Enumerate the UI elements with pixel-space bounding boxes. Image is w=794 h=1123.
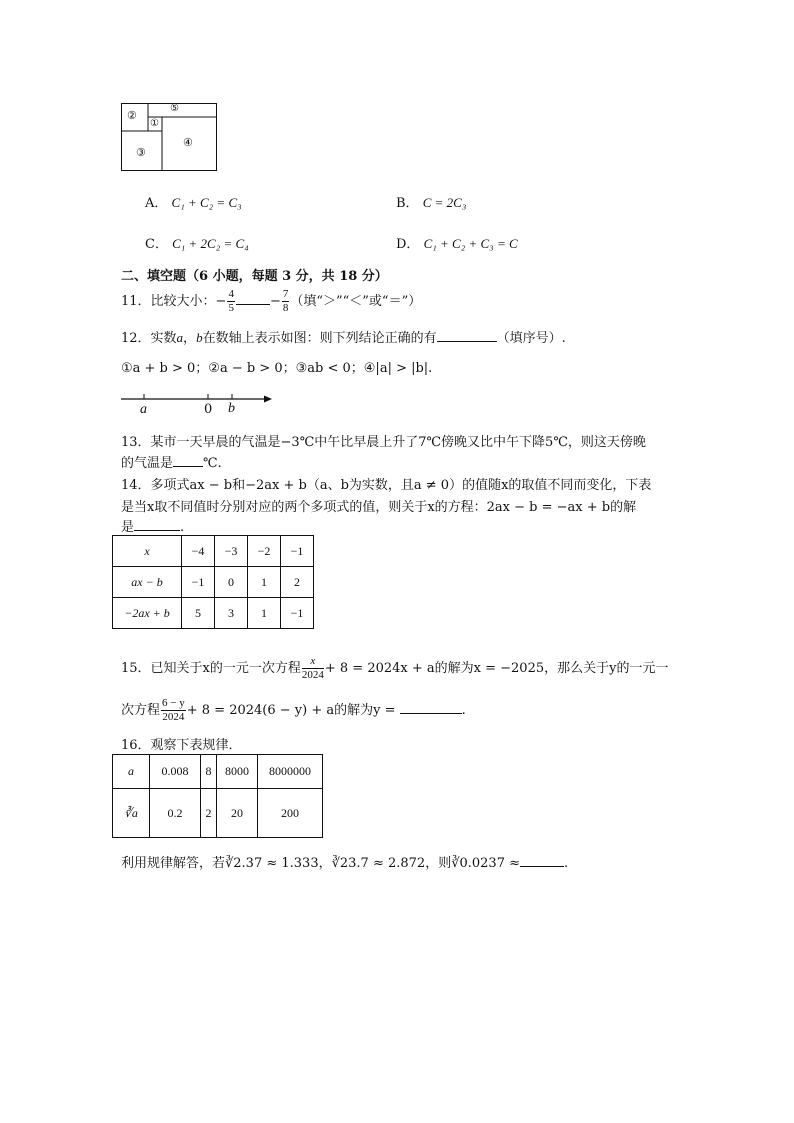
q13-line2 xyxy=(121,452,222,471)
option-d xyxy=(396,233,518,252)
table-cell: 3 xyxy=(215,598,248,629)
option-c-expr: C₁ + 2C₂ = C₄ xyxy=(172,236,249,251)
q13-line1: 13．某市一天早晨的气温是−3℃中午比早晨上升了7℃傍晚又比中午下降5℃，则这天傍晚 xyxy=(121,435,646,450)
q12-var-a: a xyxy=(176,330,184,345)
q14-text-b: . xyxy=(180,520,185,535)
q16-title: 16．观察下表规律． xyxy=(121,738,242,753)
question-12 xyxy=(121,327,566,346)
figure-label-3: ③ xyxy=(136,146,146,159)
q14-line2: 是当x取不同值时分别对应的两个多项式的值，则关于x的方程：2ax − b = −ax + b的解 xyxy=(121,500,637,515)
figure-label-2: ② xyxy=(127,109,137,122)
table-cell: a xyxy=(113,755,150,789)
option-c-letter: C． xyxy=(145,237,168,252)
q12-options: ①a + b > 0；②a − b > 0；③ab < 0；④|a| > |b|. xyxy=(121,361,433,376)
table-cell: 8000000 xyxy=(258,755,323,789)
section-title: 二、填空题（6 小题，每题 3 分，共 18 分） xyxy=(121,269,388,284)
q15-text-e: . xyxy=(461,703,466,718)
q12-text-b: 在数轴上表示如图：则下列结论正确的有 xyxy=(202,331,437,346)
q15-text-a: 15．已知关于x的一元一次方程 xyxy=(121,661,301,676)
q13-text-a: 的气温是 xyxy=(121,456,174,471)
table-cell: 8000 xyxy=(217,755,258,789)
table-row xyxy=(113,536,314,567)
table-cell: ax − b xyxy=(113,567,182,598)
option-d-expr: C₁ + C₂ + C₃ = C xyxy=(423,236,518,251)
option-a-letter: A． xyxy=(145,196,168,211)
table-cell: −1 xyxy=(182,567,215,598)
q15-fraction-2: $\frac{6 - y}{2024}$ xyxy=(162,697,185,723)
q15-text-b: + 8 = 2024x + a的解为x = −2025，那么关于y的一元一 xyxy=(324,661,669,676)
table-cell: 0.008 xyxy=(150,755,201,789)
q14-line1: 14．多项式ax − b和−2ax + b（a、b为实数，且a ≠ 0）的值随x的取值不同而变化，下表 xyxy=(121,478,652,493)
q12-text-c: （填序号）. xyxy=(496,331,566,346)
table-cell: −1 xyxy=(281,598,314,629)
q12-var-b: b xyxy=(196,330,203,345)
q13-answer-blank[interactable] xyxy=(173,466,203,467)
table-row xyxy=(113,755,323,789)
q11-fraction-2: $\frac{7}{8}$ xyxy=(282,288,289,314)
q14-text-a: 是 xyxy=(121,520,135,535)
table-cell: 1 xyxy=(248,598,281,629)
table-cell: −2 xyxy=(248,536,281,567)
table-cell: 20 xyxy=(217,789,258,838)
option-c xyxy=(145,233,249,252)
figure-label-1: ① xyxy=(150,118,159,129)
option-a-expr: C₁ + C₂ = C₃ xyxy=(171,195,242,210)
table-cell: 0.2 xyxy=(150,789,201,838)
option-a xyxy=(145,192,242,211)
figure-label-4: ④ xyxy=(183,136,193,149)
table-row xyxy=(113,598,314,629)
table-cell: 200 xyxy=(258,789,323,838)
table-cell: 1 xyxy=(248,567,281,598)
q14-line3 xyxy=(121,516,184,535)
table-cell: −2ax + b xyxy=(113,598,182,629)
table-cell: 2 xyxy=(281,567,314,598)
q14-answer-blank[interactable] xyxy=(134,530,180,531)
q15-line1 xyxy=(121,655,668,682)
table-cell: 0 xyxy=(215,567,248,598)
q16-table xyxy=(112,754,323,838)
q11-answer-blank[interactable] xyxy=(236,304,270,305)
table-cell: 8 xyxy=(201,755,217,789)
table-row xyxy=(113,789,323,838)
q11-minus: − xyxy=(269,294,281,309)
q16-answer-blank[interactable] xyxy=(520,866,564,867)
q15-text-c: 次方程 xyxy=(121,703,161,718)
q15-answer-blank[interactable] xyxy=(400,713,462,714)
option-b-expr: C = 2C₃ xyxy=(422,195,467,210)
table-cell: 5 xyxy=(182,598,215,629)
q15-fraction-1: $\frac{x}{2024}$ xyxy=(301,655,324,681)
table-cell: −1 xyxy=(281,536,314,567)
q12-answer-blank[interactable] xyxy=(437,341,497,342)
table-cell: 2 xyxy=(201,789,217,838)
option-b-letter: B． xyxy=(396,196,419,211)
q16-text-a: 利用规律解答，若∛2.37 ≈ 1.333，∛23.7 ≈ 2.872，则∛0.0237 ≈ xyxy=(121,856,521,871)
q11-suffix: （填“＞”“＜”或“＝”） xyxy=(290,294,422,309)
q15-text-d: + 8 = 2024(6 − y) + a的解为y = xyxy=(186,703,396,718)
q12-comma: ， xyxy=(183,331,197,346)
numberline-label-0: 0 xyxy=(204,402,213,417)
table-cell: x xyxy=(113,536,182,567)
question-11 xyxy=(121,288,421,315)
table-cell: ∛a xyxy=(113,789,150,838)
table-cell: −3 xyxy=(215,536,248,567)
q16-text-b: . xyxy=(564,856,569,871)
q11-prefix: 11．比较大小：− xyxy=(121,294,227,309)
q12-text-a: 12．实数 xyxy=(121,331,177,346)
table-row xyxy=(113,567,314,598)
q15-line2 xyxy=(121,697,466,724)
q14-table xyxy=(112,535,314,629)
numberline-label-b: b xyxy=(228,401,235,416)
numberline-label-a: a xyxy=(140,402,147,417)
option-b xyxy=(396,192,466,211)
q13-text-b: ℃. xyxy=(203,456,222,471)
option-d-letter: D． xyxy=(396,237,420,252)
table-cell: −4 xyxy=(182,536,215,567)
q16-conclusion xyxy=(121,852,568,871)
figure-label-5: ⑤ xyxy=(170,103,179,114)
q11-fraction-1: $\frac{4}{5}$ xyxy=(228,288,234,314)
